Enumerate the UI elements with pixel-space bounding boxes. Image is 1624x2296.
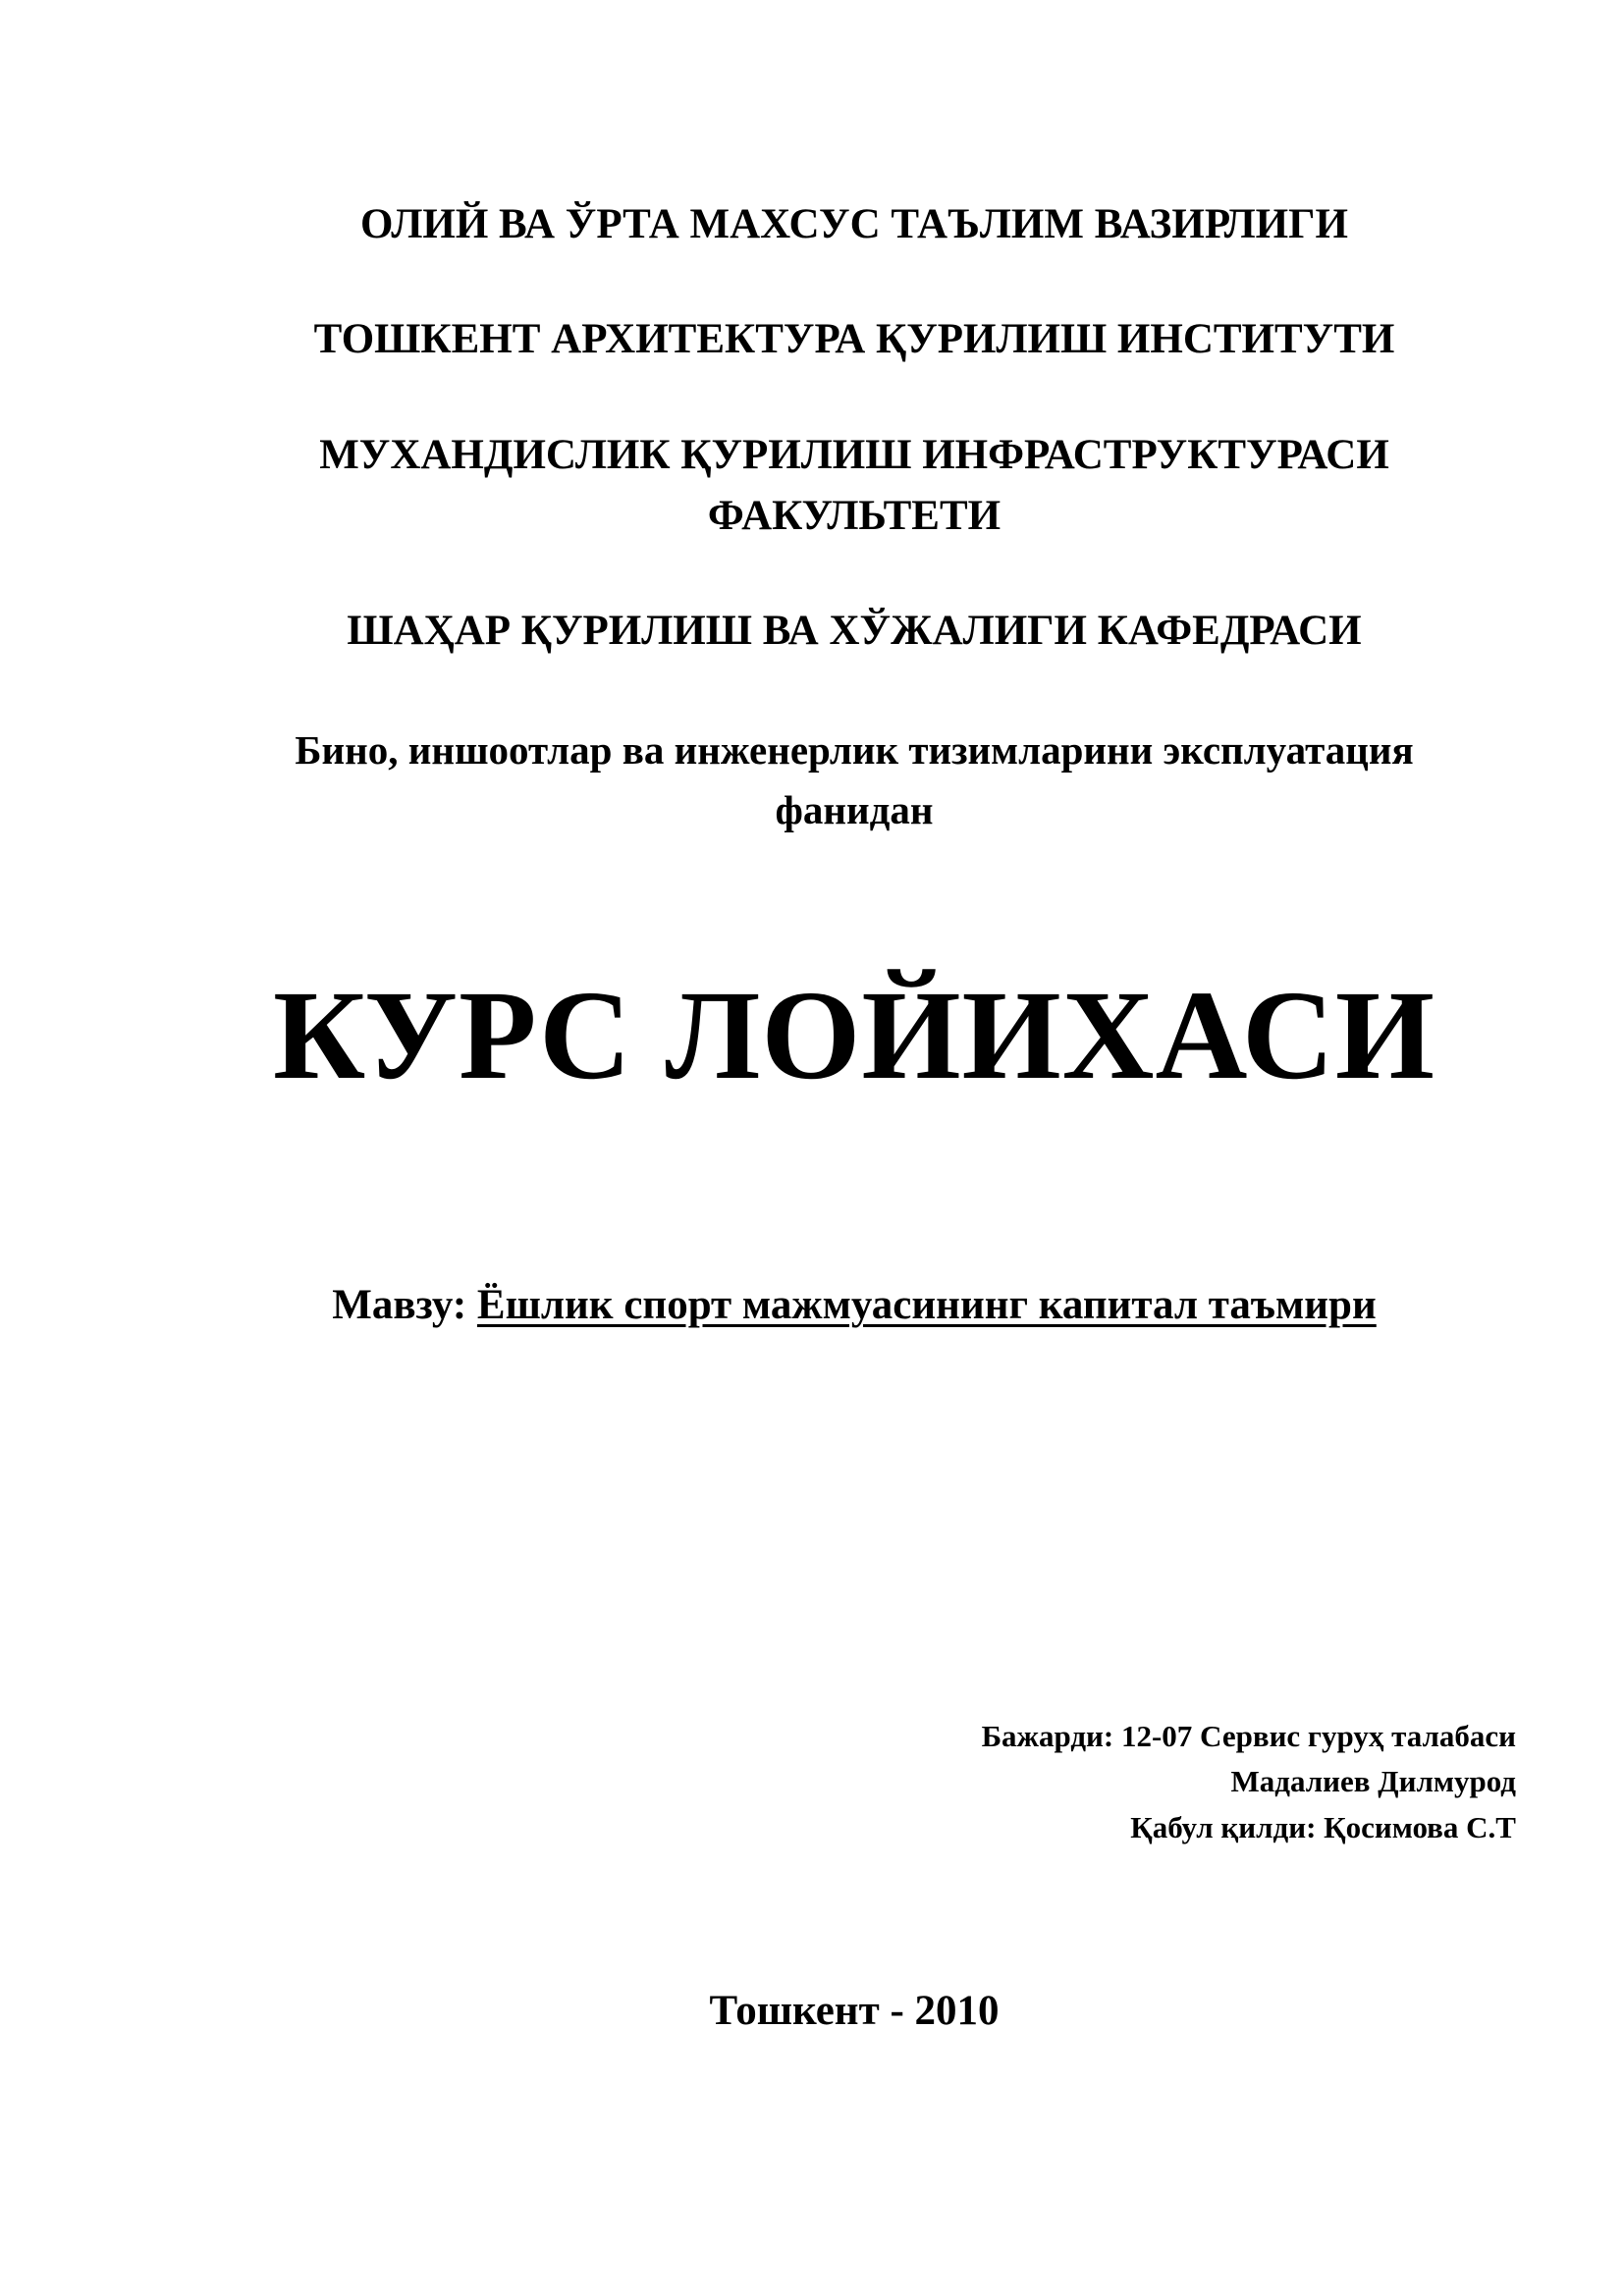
faculty-heading-line1: МУХАНДИСЛИК ҚУРИЛИШ ИНФРАСТРУКТУРАСИ — [319, 432, 1389, 478]
student-name: Мадалиев Дилмурод — [1230, 1764, 1516, 1798]
topic-line — [147, 1278, 1561, 1333]
faculty-heading-line2: ФАКУЛЬТЕТИ — [707, 493, 1001, 539]
subject-line2: фанидан — [775, 787, 934, 832]
document-title: КУРС ЛОЙИХАСИ — [273, 965, 1435, 1106]
topic-label: Мавзу: — [332, 1282, 467, 1328]
subject-line1: Бино, иншоотлар ва инженерлик тизимларини эксплуатация — [295, 727, 1414, 773]
institute-heading: ТОШКЕНТ АРХИТЕКТУРА ҚУРИЛИШ ИНСТИТУТИ — [313, 316, 1395, 362]
topic-value: Ёшлик спорт мажмуасининг капитал таъмири — [476, 1282, 1377, 1328]
ministry-heading: ОЛИЙ ВА ЎРТА МАХСУС ТАЪЛИМ ВАЗИРЛИГИ — [360, 201, 1348, 247]
accepted-by: Қабул қилди: Қосимова С.Т — [1130, 1810, 1516, 1844]
department-heading: ШАҲАР ҚУРИЛИШ ВА ХЎЖАЛИГИ КАФЕДРАСИ — [347, 608, 1362, 654]
performed-by: Бажарди: 12-07 Сервис гуруҳ талабаси — [981, 1719, 1516, 1753]
city-year: Тошкент - 2010 — [709, 1988, 1000, 2034]
